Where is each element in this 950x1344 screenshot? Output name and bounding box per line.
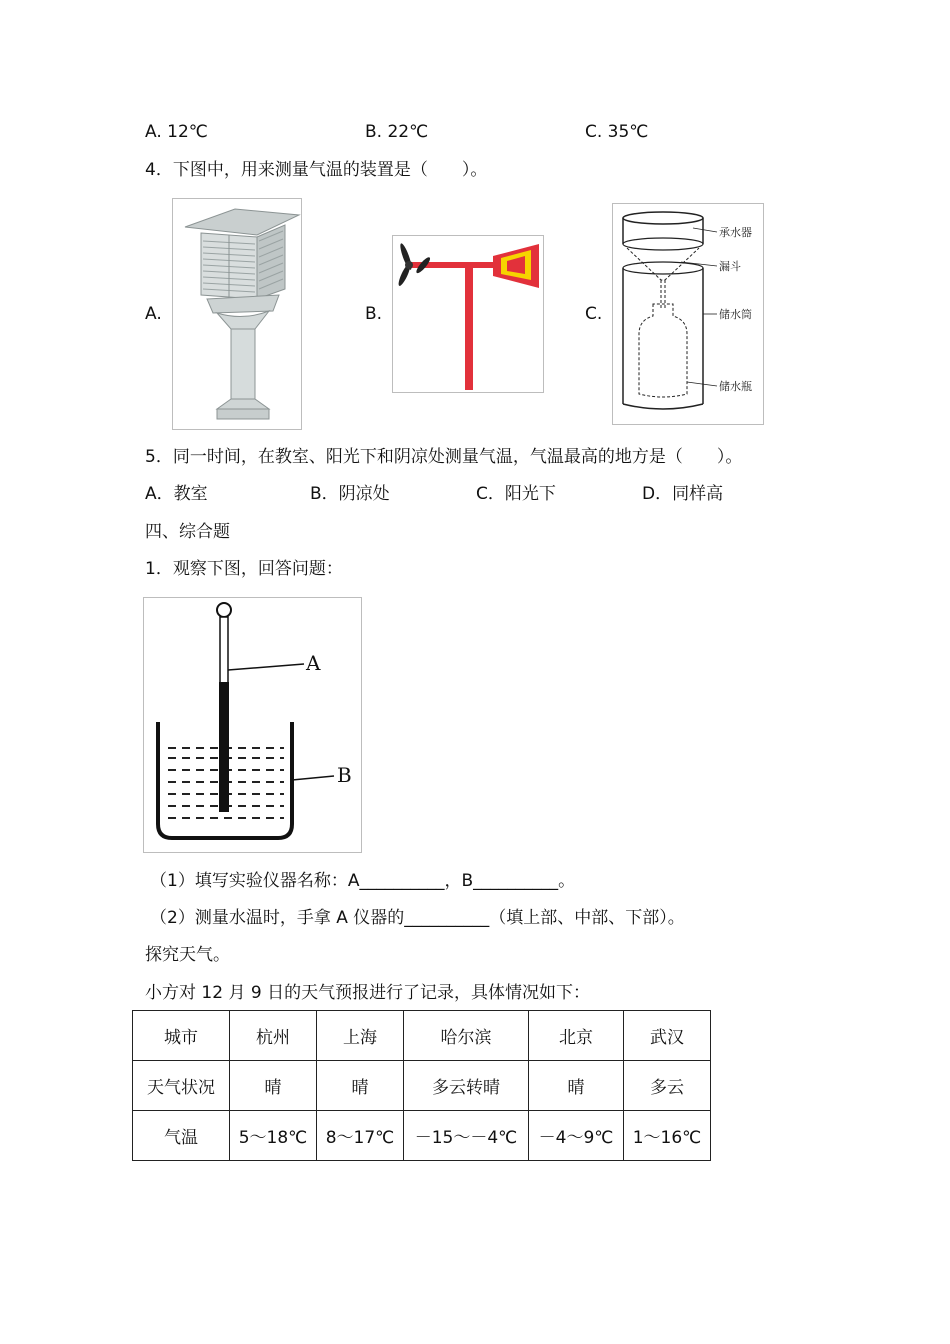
q4-option-c-letter: C.: [585, 304, 603, 324]
rain-gauge-image: [612, 203, 764, 425]
section-heading: 四、综合题: [145, 522, 230, 542]
q3-option-b: B. 22℃: [365, 122, 429, 142]
rain-gauge-label-cylinder: 储水筒: [719, 308, 752, 321]
q5-stem: 5．同一时间，在教室、阳光下和阴凉处测量气温，气温最高的地方是（ ）。: [145, 447, 743, 467]
q4-option-b-letter: B.: [365, 304, 383, 324]
table-cell: 晴: [529, 1061, 624, 1111]
q5-option-c: C．阳光下: [476, 484, 556, 504]
s4-sub-question-1: （1）填写实验仪器名称：A__________，B__________。: [150, 871, 576, 891]
table-cell: 北京: [529, 1011, 624, 1061]
explore-intro: 小方对 12 月 9 日的天气预报进行了记录，具体情况如下：: [145, 983, 591, 1003]
q5-option-d: D．同样高: [642, 484, 724, 504]
table-cell: －15～－4℃: [404, 1111, 529, 1161]
q4-stem: 4．下图中，用来测量气温的装置是（ ）。: [145, 160, 488, 180]
table-cell: 杭州: [230, 1011, 317, 1061]
diagram-label-b: B: [337, 763, 352, 787]
s4-q1-stem: 1．观察下图，回答问题：: [145, 559, 343, 579]
diagram-label-a: A: [306, 651, 321, 675]
table-cell: 晴: [317, 1061, 404, 1111]
q5-option-a: A．教室: [145, 484, 208, 504]
table-cell: 多云: [624, 1061, 711, 1111]
rain-gauge-label-funnel: 漏斗: [719, 260, 741, 273]
table-cell: 1～16℃: [624, 1111, 711, 1161]
rain-gauge-label-collector: 承水器: [719, 226, 752, 239]
q5-option-b: B．阴凉处: [310, 484, 390, 504]
rain-gauge-label-bottle: 储水瓶: [719, 380, 752, 393]
table-row: [133, 1061, 711, 1111]
table-row: [133, 1011, 711, 1061]
table-cell: 哈尔滨: [404, 1011, 529, 1061]
wind-vane-image: [392, 235, 544, 393]
table-cell: 多云转晴: [404, 1061, 529, 1111]
table-cell: 5～18℃: [230, 1111, 317, 1161]
weather-table: [132, 1010, 711, 1161]
q4-option-a-letter: A.: [145, 304, 162, 324]
table-cell: 晴: [230, 1061, 317, 1111]
table-cell: 武汉: [624, 1011, 711, 1061]
table-row: [133, 1111, 711, 1161]
table-cell: 城市: [133, 1011, 230, 1061]
table-cell: 8～17℃: [317, 1111, 404, 1161]
s4-sub-question-2: （2）测量水温时，手拿 A 仪器的__________（填上部、中部、下部）。: [150, 908, 685, 928]
q3-option-a: A. 12℃: [145, 122, 208, 142]
thermometer-beaker-diagram: [143, 597, 362, 853]
table-cell: 气温: [133, 1111, 230, 1161]
explore-title: 探究天气。: [145, 945, 230, 965]
table-cell: －4～9℃: [529, 1111, 624, 1161]
table-cell: 上海: [317, 1011, 404, 1061]
q3-option-c: C. 35℃: [585, 122, 649, 142]
thermometer-shelter-image: [172, 198, 302, 430]
table-cell: 天气状况: [133, 1061, 230, 1111]
